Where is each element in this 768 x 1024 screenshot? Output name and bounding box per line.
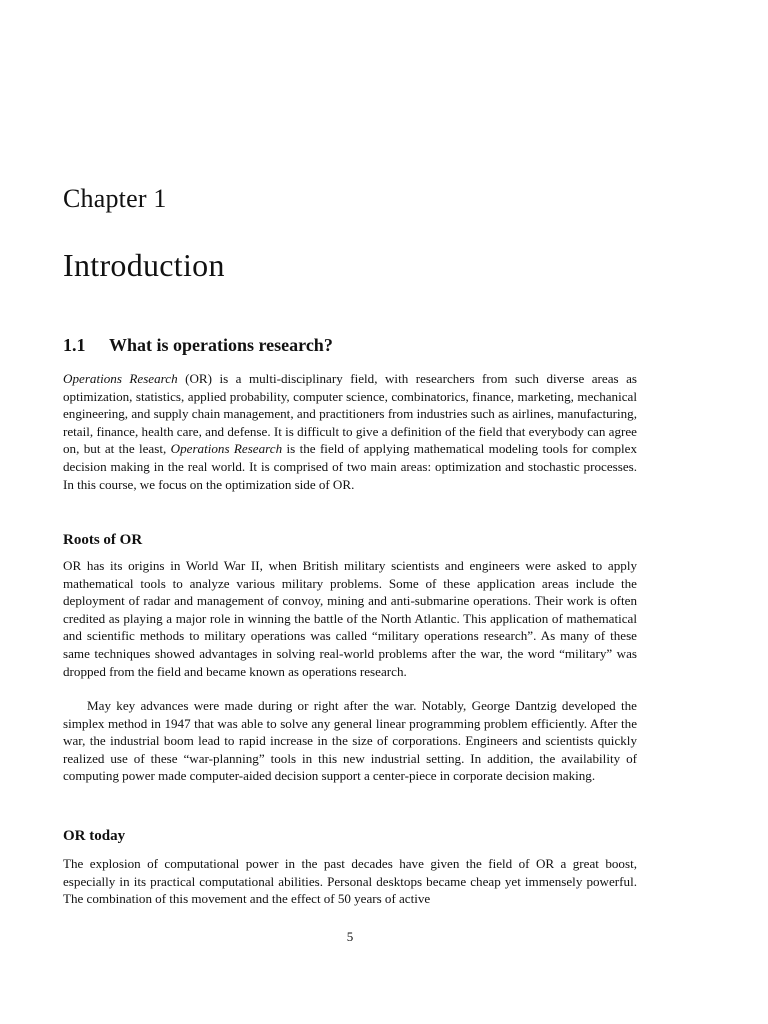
term-operations-research: Operations Research [63, 371, 178, 386]
section-heading [63, 335, 333, 356]
roots-paragraph-1: OR has its origins in World War II, when British military scientists and engineers were asked to apply mathematical tools to analyze various military problems. Some of these application areas include the deployment of radar and management of convoy, mining and anti-submarine operations. Their work is often credited as playing a major role in winning the battle of the North Atlantic. This application of mathematical and scientific methods to military operations was called “military operations research”. As many of these same techniques showed advantages in solving real-world problems after the war, the word “military” was dropped from the field and became known as operations research. [63, 558, 637, 679]
intro-text-part2: is the field of applying mathematical modeling tools for complex decision making in the real world. It is comprised of two main areas: optimization and stochastic processes. In this course, we focus on the optimization side of OR. [63, 441, 637, 492]
intro-paragraph [63, 370, 637, 493]
chapter-label: Chapter 1 [63, 184, 167, 213]
chapter-title: Introduction [63, 247, 225, 283]
subsection-heading-today: OR today [63, 828, 126, 844]
intro-text-part1: (OR) is a multi-disciplinary field, with researchers from such diverse areas as optimization, statistics, applied probability, computer science, combinatorics, finance, marketing, mechanical engineering, and supply chain management, and practitioners from industries such as airlines, manufacturing, retail, finance, health care, and defense. It is difficult to give a definition of the field that everybody can agree on, but at the least, [63, 371, 637, 457]
term-operations-research-2: Operations Research [170, 441, 283, 457]
page-number: 5 [346, 929, 354, 944]
document-page [63, 0, 637, 1024]
roots-paragraph-2: May key advances were made during or right after the war. Notably, George Dantzig developed the simplex method in 1947 that was able to solve any general linear programming problem efficiently. After the war, the industrial boom lead to rapid increase in the size of corporations. Engineers and scientists quickly realized use of these “war-planning” tools in this new industrial setting. In addition, the availability of computing power made computer-aided decision support a center-piece in corporate decision making. [63, 698, 637, 784]
today-paragraph-1: The explosion of computational power in the past decades have given the field of OR a great boost, especially in its practical computational abilities. Personal desktops became cheap yet immensely powerful. The combination of this movement and the effect of 50 years of active [63, 856, 637, 907]
section-number: 1.1 [63, 335, 86, 355]
subsection-heading-roots: Roots of OR [63, 532, 143, 548]
section-title: What is operations research? [109, 335, 333, 355]
